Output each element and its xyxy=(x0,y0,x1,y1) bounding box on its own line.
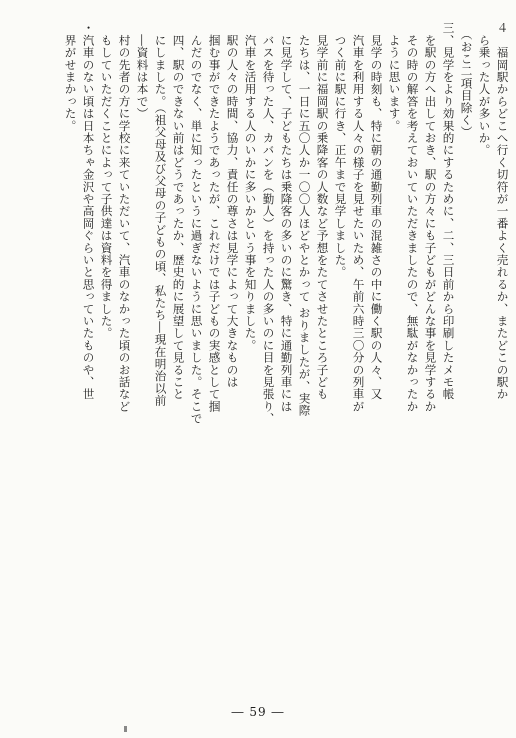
text-column: （おこ二項目除く） xyxy=(459,22,474,139)
text-column: もしていただくことによって子供達は資料を得ました。 xyxy=(99,22,114,340)
text-column: 村の先者の方に学校に来ていただいて、汽車のなかった頃のお話など xyxy=(117,22,132,413)
text-column: んだのでなく、単に知ったというに過ぎないように思いました。そこで xyxy=(189,22,204,425)
text-column: ４ 福岡駅からどこへ行く切符が一番よく売れるか、またどこの駅か xyxy=(495,22,510,401)
text-column: 駅の人々の時間、協力、責任の尊さは見学によって大きなものは xyxy=(225,22,240,388)
text-column: 見学の時刻も、特に朝の通勤列車の混雑さの中に働く駅の人々、又 xyxy=(369,22,384,401)
text-column: ―資料は本で） xyxy=(135,22,150,120)
text-column: つく前に駅に行き、正午まで見学しました。 xyxy=(333,22,348,279)
text-column: 三、見学をより効果的にするために、二、三日前から印刷したメモ帳 xyxy=(441,22,456,401)
text-column: 汽車を利用する人々の様子を見せたいため、午前六時三〇分の列車が xyxy=(351,22,366,413)
text-column: を駅の方へ出しておき、駅の方々にも子どもがどんな事を見学するか xyxy=(423,22,438,413)
text-column: 四、駅のできない前はどうであったか、歴史的に展望して見ること xyxy=(171,22,186,401)
text-column: ように思います。 xyxy=(387,22,402,132)
text-column: 掴む事ができたようであったが、これだけでは子どもの実感として掴 xyxy=(207,22,222,413)
text-column: たちは、一日に五〇人か一〇〇人ほどやとかって おりましたが、実際 xyxy=(297,22,312,417)
text-column: バスを待った人、カバンを（勤人）を持った人の多いのに目を見張り、 xyxy=(261,22,276,425)
text-column: ら乗った人が多いか。 xyxy=(477,22,492,157)
text-column: にしました。（祖父母及び父母の子どもの頃、私たち―現在明治以前 xyxy=(153,22,168,407)
text-column: に見学して、子どもたちは乗降客の多いのに驚き、特に通勤列車には xyxy=(279,22,294,413)
text-column: その時の解答を考えておいていただきましたので、無駄がなかったか xyxy=(405,22,420,413)
text-column: ・汽車のない頃は日本ちゃ金沢や高岡ぐらいと思っていたものや、世 xyxy=(81,22,96,401)
text-column: 汽車を活用する人のいかに多いかという事を知りました。 xyxy=(243,22,258,352)
text-column: 界がせまかった。 xyxy=(63,22,78,132)
text-column: 見学前に福岡駅の乗降客の人数など予想をたてさせたところ子ども xyxy=(315,22,330,401)
page-number: ― 59 ― xyxy=(231,705,285,719)
margin-mark xyxy=(124,726,127,732)
